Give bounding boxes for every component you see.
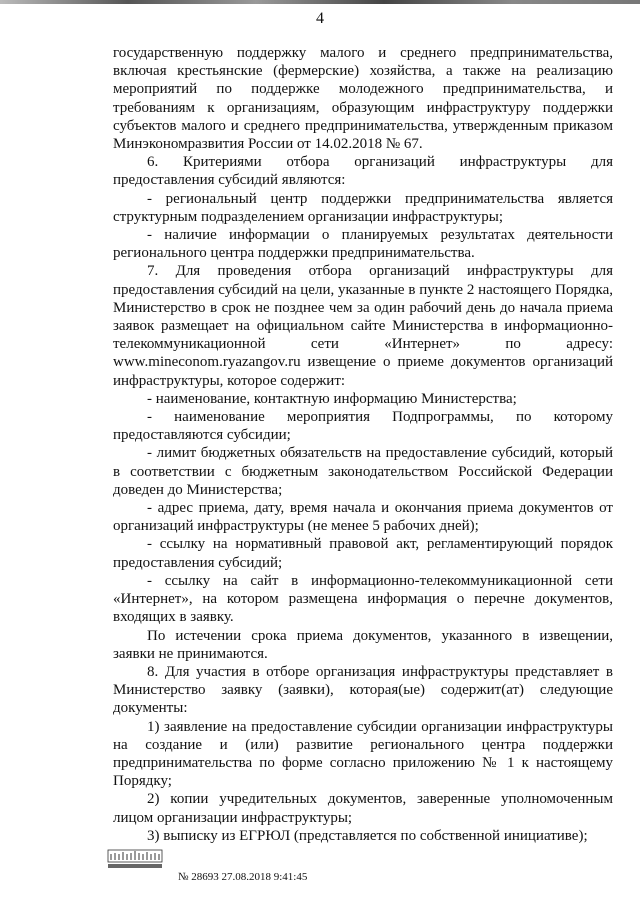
list-item: 2) копии учредительных документов, заверенные уполномоченным лицом организации инфраструктуры; bbox=[113, 791, 613, 826]
list-item: 1) заявление на предоставление субсидии организации инфраструктуры на создание и (или) развитие регионального центра поддержки предпринимательства по форме согласно приложению № 1 к настоящему Порядку; bbox=[113, 718, 613, 790]
list-item: - ссылку на сайт в информационно-телекоммуникационной сети «Интернет», на котором размещена информация о перечне документов, входящих в заявку. bbox=[113, 572, 613, 626]
document-body bbox=[113, 44, 613, 845]
list-item: - адрес приема, дату, время начала и окончания приема документов от организаций инфраструктуры (не менее 5 рабочих дней); bbox=[113, 500, 613, 535]
scan-edge bbox=[0, 0, 640, 4]
paragraph: государственную поддержку малого и среднего предпринимательства, включая крестьянские (фермерские) хозяйства, а также на реализацию мероприятий по поддержке молодежного предпринимательства, и требованиям к организациям, образующим инфраструктуру поддержки субъектов малого и среднего предпринимательства, утвержденным приказом Минэкономразвития России от 14.02.2018 № 67. bbox=[113, 45, 613, 153]
paragraph: 7. Для проведения отбора организаций инфраструктуры для предоставления субсидий на цели, указанные в пункте 2 настоящего Порядка, Министерство в срок не позднее чем за один рабочий день до начала приема заявок размещает на официальном сайте Министерства в информационно-телекоммуникационной сети «Интернет» по адресу: www.mineconom.ryazangov.ru извещение о приеме документов организаций инфраструктуры, которое содержит: bbox=[113, 263, 613, 389]
paragraph: 6. Критериями отбора организаций инфраструктуры для предоставления субсидий являются: bbox=[113, 154, 613, 189]
list-item: - наименование мероприятия Подпрограммы, по которому предоставляются субсидии; bbox=[113, 409, 613, 444]
list-item: - региональный центр поддержки предпринимательства является структурным подразделением организации инфраструктуры; bbox=[113, 190, 613, 225]
list-item: - наличие информации о планируемых результатах деятельности регионального центра поддержки предпринимательства. bbox=[113, 227, 613, 262]
list-item: 3) выписку из ЕГРЮЛ (представляется по собственной инициативе); bbox=[147, 827, 588, 844]
paragraph: По истечении срока приема документов, указанного в извещении, заявки не принимаются. bbox=[113, 627, 613, 662]
document-registration-info: № 28693 27.08.2018 9:41:45 bbox=[178, 871, 308, 883]
list-item: - лимит бюджетных обязательств на предоставление субсидий, который в соответствии с бюджетным законодательством Российской Федерации доведен до Министерства; bbox=[113, 445, 613, 498]
paragraph: 8. Для участия в отборе организация инфраструктуры представляет в Министерство заявку (заявки), которая(ые) содержит(ат) следующие документы: bbox=[113, 663, 613, 717]
page-number: 4 bbox=[316, 10, 324, 27]
list-item: - ссылку на нормативный правовой акт, регламентирующий порядок предоставления субсидий; bbox=[113, 536, 613, 571]
list-item: - наименование, контактную информацию Министерства; bbox=[147, 390, 517, 407]
registry-stamp-icon bbox=[107, 848, 163, 870]
